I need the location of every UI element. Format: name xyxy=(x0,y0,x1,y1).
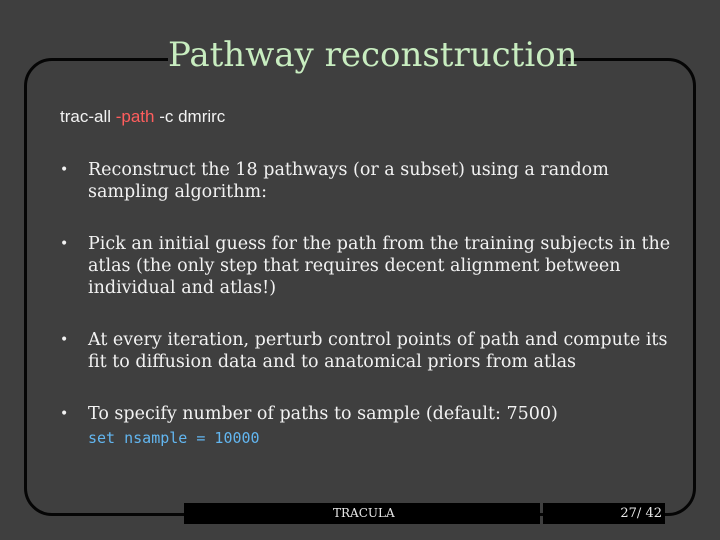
bullet-dot: • xyxy=(60,332,69,348)
bullet-item xyxy=(60,159,672,203)
bullet-text: At every iteration, perturb control points of path and compute its fit to diffusion data and to anatomical priors from atlas xyxy=(88,330,668,372)
command-suffix: -c dmrirc xyxy=(154,107,226,126)
bullet-text: Pick an initial guess for the path from the training subjects in the atlas (the only step that requires decent alignment between individual and atlas!) xyxy=(88,234,671,298)
bullet-dot: • xyxy=(60,236,69,252)
command-prefix: trac-all xyxy=(60,107,116,126)
bullet-item xyxy=(60,329,672,373)
command-line xyxy=(60,106,225,128)
bullet-dot: • xyxy=(60,162,69,178)
footer-label: TRACULA xyxy=(333,506,395,520)
page-number: 27/ 42 xyxy=(620,506,662,521)
bullet-text: Reconstruct the 18 pathways (or a subset) using a random sampling algorithm: xyxy=(88,160,609,202)
bullet-item xyxy=(60,403,672,425)
slide-title: Pathway reconstruction xyxy=(168,35,578,75)
code-snippet: set nsample = 10000 xyxy=(88,429,260,447)
bullet-text: To specify number of paths to sample (default: 7500) xyxy=(88,404,558,424)
bullet-item xyxy=(60,233,672,299)
command-flag: -path xyxy=(115,107,155,126)
bullet-dot: • xyxy=(60,406,69,422)
